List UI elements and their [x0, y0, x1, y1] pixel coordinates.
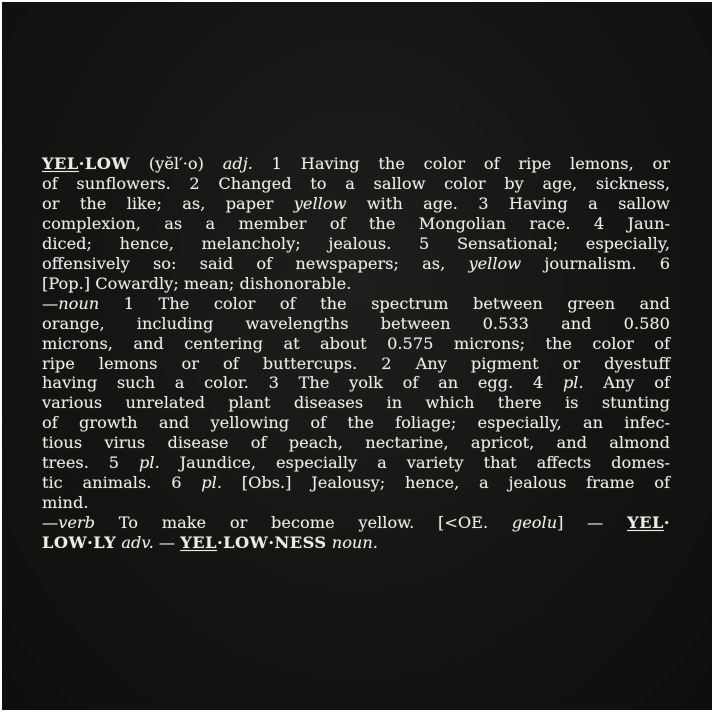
- definition-line: mind.: [42, 493, 89, 513]
- definition-line: of growth and yellowing of the foliage; especially, an infec-: [42, 413, 670, 433]
- artwork-panel: [2, 2, 712, 710]
- part-of-speech: adj.: [222, 154, 253, 173]
- definition-line: or the like; as, paper yellow with age. 3 Having a sallow: [42, 193, 670, 213]
- definition-line: of sunflowers. 2 Changed to a sallow color by age, sickness,: [42, 173, 670, 193]
- definition-line: trees. 5 pl. Jaundice, especially a variety that affects domes-: [42, 453, 670, 473]
- part-of-speech: noun.: [331, 533, 378, 553]
- derived-form: LOW·LY: [42, 533, 117, 553]
- definition-line: various unrelated plant diseases in which there is stunting: [42, 393, 670, 413]
- definition-line: microns, and centering at about 0.575 microns; the color of: [42, 333, 670, 353]
- headword-syllable: YEL: [627, 513, 664, 533]
- definition-line: —noun 1 The color of the spectrum between green and: [42, 293, 670, 313]
- definition-line: having such a color. 3 The yolk of an egg. 4 pl. Any of: [42, 373, 670, 393]
- definition-line: LOW·LY adv. — YEL·LOW·NESS noun.: [42, 533, 378, 553]
- definition-line: ripe lemons or of buttercups. 2 Any pigment or dyestuff: [42, 353, 670, 373]
- headword-syllable: ·LOW: [78, 154, 131, 173]
- part-of-speech: noun: [58, 293, 100, 313]
- definition-line: YEL·LOW (yĕl′·o) adj. 1 Having the color of ripe lemons, or: [42, 154, 671, 173]
- part-of-speech: verb: [58, 513, 96, 533]
- part-of-speech: adv.: [121, 533, 154, 553]
- headword-syllable: YEL: [180, 533, 218, 553]
- definition-line: diced; hence, melancholy; jealous. 5 Sensational; especially,: [42, 233, 670, 253]
- definition-line: —verb To make or become yellow. [<OE. geolu] — YEL·: [42, 513, 670, 533]
- definition-line: [Pop.] Cowardly; mean; dishonorable.: [42, 273, 352, 293]
- derived-form: ·LOW·NESS: [217, 533, 327, 553]
- definition-line: tic animals. 6 pl. [Obs.] Jealousy; hence, a jealous frame of: [42, 473, 670, 493]
- definition-line: offensively so: said of newspapers; as, yellow journalism. 6: [42, 253, 670, 273]
- headword-syllable: YEL: [42, 154, 79, 173]
- definition-line: orange, including wavelengths between 0.533 and 0.580: [42, 313, 670, 333]
- definition-line: tious virus disease of peach, nectarine, apricot, and almond: [42, 433, 670, 453]
- dictionary-definition: [42, 154, 670, 553]
- definition-line: complexion, as a member of the Mongolian race. 4 Jaun-: [42, 213, 670, 233]
